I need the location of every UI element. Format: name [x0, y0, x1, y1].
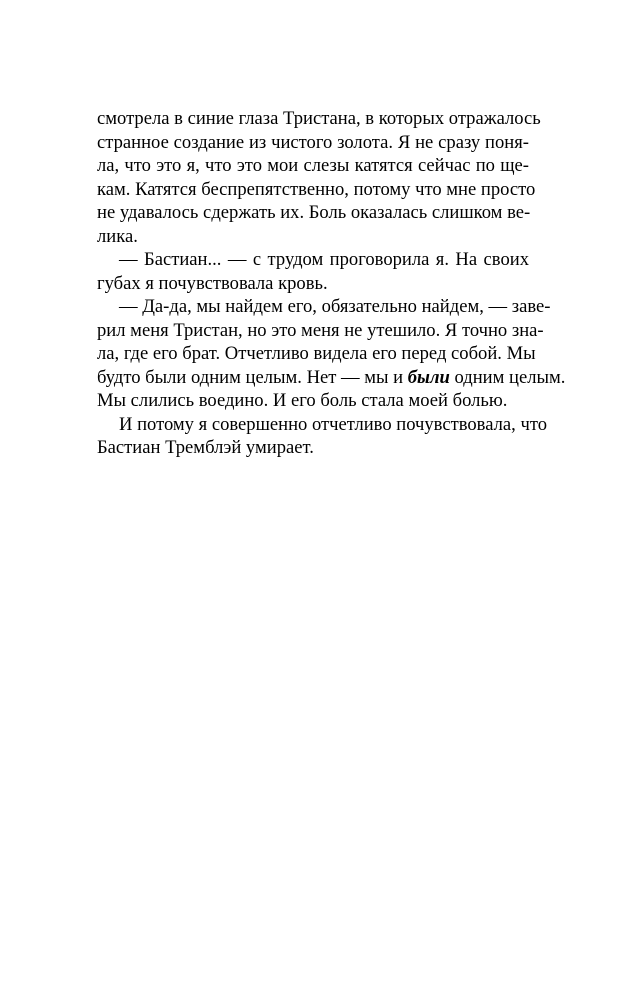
text-line: смотрела в синие глаза Тристана, в которых отражалось	[97, 108, 541, 129]
paragraph-4	[97, 413, 547, 460]
body-text	[97, 107, 566, 460]
text-line: кам. Катятся беспрепятственно, потому что мне просто	[97, 178, 536, 200]
emphasis-word: были	[407, 366, 450, 388]
text-line: Бастиан Тремблэй умирает.	[97, 437, 314, 458]
text-line: И потому я совершенно отчетливо почувствовала, что	[119, 413, 547, 435]
text-fragment: будто были одним целым. Нет — мы и	[97, 366, 408, 388]
text-line: — Бастиан... — с трудом проговорила я. На своих	[119, 249, 529, 270]
text-line: рил меня Тристан, но это меня не утешило. Я точно зна-	[97, 319, 544, 341]
text-line: лика.	[97, 225, 138, 247]
text-line: губах я почувствовала кровь.	[97, 272, 328, 294]
paragraph-2	[97, 248, 529, 295]
text-line: ла, что это я, что это мои слезы катятся сейчас по ще-	[97, 155, 529, 176]
paragraph-3	[97, 295, 566, 413]
text-fragment: одним целым.	[449, 366, 566, 388]
text-line: не удавалось сдержать их. Боль оказалась слишком ве-	[97, 202, 531, 223]
text-line	[97, 366, 566, 390]
text-line: странное создание из чистого золота. Я не сразу поня-	[97, 131, 529, 153]
text-line: Мы слились воедино. И его боль стала моей болью.	[97, 390, 508, 411]
text-line: ла, где его брат. Отчетливо видела его перед собой. Мы	[97, 343, 536, 364]
text-line: — Да-да, мы найдем его, обязательно найдем, — заве-	[119, 296, 551, 317]
paragraph-1	[97, 107, 541, 248]
